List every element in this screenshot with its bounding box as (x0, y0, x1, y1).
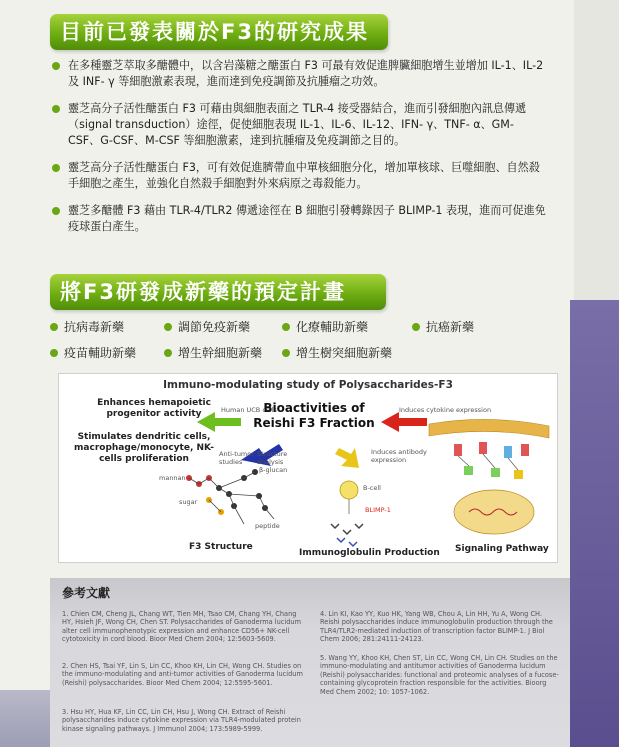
label-peptide: peptide (255, 522, 280, 530)
label-cytokine: Induces cytokine expression (399, 406, 492, 414)
plan-label: 增生樹突細胞新藥 (296, 346, 393, 360)
plan-label: 化療輔助新藥 (296, 320, 369, 334)
references-box (50, 578, 570, 747)
right-margin-strip (574, 0, 619, 300)
label-bglucan: β-glucan (259, 466, 288, 474)
plan-label: 調節免疫新藥 (178, 320, 251, 334)
immuno-figure (58, 373, 558, 563)
yellow-arrow-icon (335, 448, 359, 468)
label-dendritic: Stimulates dendritic cells, macrophage/monocyte, NK-cells proliferation (74, 432, 214, 464)
f3-structure-diagram (186, 469, 274, 524)
plan-item (50, 319, 124, 335)
bullet-icon (52, 62, 60, 70)
label-antibody: Induces antibody expression (371, 448, 427, 464)
label-bcell: B-cell (363, 484, 381, 492)
figure-center-title: Bioactivities of Reishi F3 Fraction (253, 401, 375, 430)
label-hemapoietic: Enhances hemapoietic progenitor activity (97, 398, 211, 419)
bullet-icon (164, 323, 172, 331)
finding-item (50, 101, 546, 149)
references-title: 參考文獻 (62, 586, 111, 600)
green-arrow-icon (197, 412, 241, 432)
caption-immunoglobulin: Immunoglobulin Production (299, 548, 440, 558)
plan-item (282, 345, 392, 361)
caption-signaling: Signaling Pathway (455, 544, 549, 554)
finding-item (50, 58, 546, 90)
label-mannan: mannan (159, 474, 186, 482)
plan-item (282, 319, 368, 335)
b-cell-diagram (331, 481, 363, 546)
findings-list (50, 58, 546, 246)
section-title-research-results: 目前已發表關於F3的研究成果 (50, 14, 388, 50)
finding-text: 靈芝多醣體 F3 藉由 TLR-4/TLR2 傳遞途徑在 B 細胞引發轉錄因子 BLIMP-1 表現，進而可促進免疫球蛋白產生。 (68, 204, 546, 233)
plans-row (50, 345, 570, 371)
section-title-drug-plans: 將F3研發成新藥的預定計畫 (50, 274, 386, 310)
bullet-icon (52, 105, 60, 113)
finding-item (50, 203, 546, 235)
plan-label: 抗癌新藥 (426, 320, 475, 334)
label-human-ucb: Human UCB cells (221, 406, 277, 414)
plan-label: 疫苗輔助新藥 (64, 346, 137, 360)
red-arrow-icon (381, 412, 427, 432)
plan-item (412, 319, 474, 335)
reference-item: 5. Wang YY, Khoo KH, Chen ST, Lin CC, Wong CH, Lin CH. Studies on the immuno-modulating and antitumor activities of Ganoderma lucidum (Reishi) polysaccharides: functional and proteomic analyses of a fucose-containing glycoprotein fraction responsible for the activities. Bioorg Med Chem 2002; 10: 1057-1062. (320, 654, 559, 696)
bullet-icon (52, 207, 60, 215)
finding-text: 靈芝高分子活性醣蛋白 F3，可有效促進臍帶血中單核細胞分化，增加單核球、巨噬細胞、自然殺手細胞之產生，並強化自然殺手細胞對外來病原之毒殺能力。 (68, 161, 540, 190)
figure-arrows (59, 374, 559, 564)
bullet-icon (282, 323, 290, 331)
label-structure-analysis: Structure analysis (257, 450, 288, 466)
plan-item (164, 319, 250, 335)
plan-label: 增生幹細胞新藥 (178, 346, 263, 360)
bullet-icon (50, 349, 58, 357)
reference-item: 4. Lin KI, Kao YY, Kuo HK, Yang WB, Chou A, Lin HH, Yu A, Wong CH. Reishi polysaccharides induce immunoglobulin production through the TLR4/TLR2-mediated induction of transcription factor BLIMP-1. J Biol Chem 2006; 281:24111-24123. (320, 610, 553, 644)
caption-f3-structure: F3 Structure (189, 542, 253, 552)
finding-item (50, 160, 546, 192)
signaling-pathway-diagram (429, 419, 549, 534)
plans-row (50, 319, 570, 345)
bullet-icon (52, 164, 60, 172)
reference-item: 1. Chien CM, Cheng JL, Chang WT, Tien MH, Tsao CM, Chang YH, Chang HY, Hsieh JF, Wong CH, Chen ST. Polysaccharides of Ganoderma lucidum alter cell immunophenotypic expression and enhance CD56+ NK-cell cytotoxicity in cord blood. Bioor Med Chem 2004; 12:5603-5609. (62, 610, 302, 644)
bullet-icon (412, 323, 420, 331)
plan-label: 抗病毒新藥 (64, 320, 125, 334)
finding-text: 在多種靈芝萃取多醣體中，以含岩藻糖之醣蛋白 F3 可最有效促進脾臟細胞增生並增加 IL-1、IL-2 及 INF- γ 等細胞激素表現，進而達到免疫調節及抗腫瘤之功效。 (68, 59, 544, 88)
plan-item (50, 345, 136, 361)
figure-title: Immuno-modulating study of Polysaccharides-F3 (163, 379, 453, 391)
plan-item (164, 345, 262, 361)
label-blimp: BLIMP-1 (365, 506, 391, 514)
bullet-icon (282, 349, 290, 357)
corner-watermark (0, 690, 50, 747)
right-purple-band (570, 300, 619, 747)
finding-text: 靈芝高分子活性醣蛋白 F3 可藉由與細胞表面之 TLR-4 接受器結合，進而引發細胞內訊息傳遞（signal transduction）途徑，促使細胞表現 IL-1、IL-6、IL-12、IFN- γ、TNF- α、GM-CSF、G-CSF、M-CSF 等細胞激素，達到抗腫瘤及免疫調節之目的。 (68, 102, 527, 147)
label-sugar: sugar (179, 498, 198, 506)
plans-list (50, 319, 570, 371)
bullet-icon (50, 323, 58, 331)
reference-item: 2. Chen HS, Tsai YF, Lin S, Lin CC, Khoo KH, Lin CH, Wong CH. Studies on the immuno-modulating and anti-tumor activities of Ganoderma lucidum (Reishi) polysaccharides. Bioor Med Chem 2004; 12:5595-5601. (62, 662, 303, 687)
label-antitumor: Anti-tumor studies (219, 450, 254, 466)
reference-item: 3. Hsu HY, Hua KF, Lin CC, Lin CH, Hsu J, Wong CH. Extract of Reishi polysaccharides induce cytokine expression via TLR4-modulated protein kinase signaling pathways. J Immunol 2004; 173:5989-5999. (62, 708, 301, 733)
bullet-icon (164, 349, 172, 357)
